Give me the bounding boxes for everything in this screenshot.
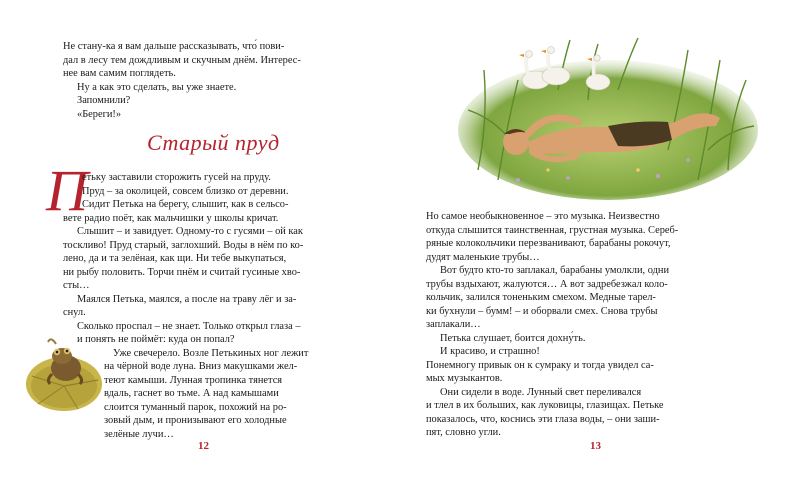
text-line: сты… <box>63 280 90 291</box>
text-line: Слышит – и завидует. Одному-то с гусями – ой как <box>77 226 303 237</box>
text-line: ни рыбу половить. Торчи пнём и считай гусиные хво- <box>63 266 301 278</box>
text-line: И красиво, и страшно! <box>440 346 540 357</box>
text-line: Понемногу привык он к сумраку и тогда увидел са- <box>426 359 654 371</box>
text-line: мых музыкантов. <box>426 373 503 384</box>
page-number-right: 13 <box>590 440 601 452</box>
story-title: Старый пруд <box>147 130 280 155</box>
text-line: вдаль, гаснет во тьме. А над камышами <box>104 388 279 399</box>
text-line: Пруд – за околицей, совсем близко от деревни. <box>82 185 289 197</box>
text-line: вете радио поёт, как мальчишки у школы кричат. <box>63 212 279 224</box>
text-line: ки бухнули – бумм! – и оборвали смех. Снова трубы <box>426 305 658 317</box>
text-line: етьку заставили сторожить гусей на пруду. <box>82 172 271 183</box>
text-line: тоскливо! Пруд старый, заглохший. Воды в нём по ко- <box>63 239 304 251</box>
text-line: откуда слышится таинственная, грустная музыка. Сереб- <box>426 224 679 236</box>
text-line: зелёные лучи… <box>104 428 174 440</box>
right-page <box>400 0 800 482</box>
text-line: и тлел в их больших, как луковицы, глазищах. Петьке <box>426 400 664 411</box>
text-line: теют камыши. Лунная тропинка тянется <box>104 374 283 386</box>
text-line: ряные колокольчики перезванивают, барабаны рокочут, <box>426 238 671 249</box>
text-line: заплакали… <box>426 319 481 330</box>
text-line: Уже свечерело. Возле Петькиных ног лежит <box>113 347 309 359</box>
drop-cap: П <box>46 158 88 223</box>
text-line: Но самое необыкновенное – это музыка. Неизвестно <box>426 211 660 222</box>
text-line: Сколько проспал – не знает. Только открыл глаза – <box>77 320 301 332</box>
text-line: показалось, что, коснись эти глаза воды, – они заши- <box>426 413 660 425</box>
text-line: Маялся Петька, маялся, а после на траву лёг и за- <box>77 293 297 305</box>
text-line: дудят маленькие трубы… <box>426 251 540 263</box>
text-line: Вот будто кто-то заплакал, барабаны умолкли, одни <box>440 265 670 276</box>
intro-line: дал в лесу тем дождливым и скучным днём. Интерес- <box>63 54 301 66</box>
text-line: Петька слушает, боится дохну́ть. <box>440 332 586 344</box>
text-line: лено, да и та зелёная, как щи. Ни тебе выкупаться, <box>63 253 287 264</box>
boy-sleeping-in-grass-illustration <box>458 30 758 200</box>
dialog-line: «Береги!» <box>77 108 122 120</box>
text-line: слоится туманный парок, похожий на ро- <box>104 401 287 413</box>
frog-on-lily-pad-illustration <box>18 336 104 414</box>
text-line: Сидит Петька на берегу, слышит, как в сельсо- <box>82 199 289 210</box>
text-line: трубы вздыхают, жалуются… А вот задребезжал коло- <box>426 278 668 290</box>
text-line: Они сидели в воде. Лунный свет переливался <box>440 386 642 398</box>
text-line: зовый дым, и пронизывают его холодные <box>104 415 287 426</box>
text-line: снул. <box>63 307 86 318</box>
dialog-line: Ну а как это сделать, вы уже знаете. <box>77 81 237 93</box>
text-line: и понять не поймёт: куда он попал? <box>77 334 235 345</box>
page-number-left: 12 <box>198 440 209 452</box>
intro-line: Не стану-ка я вам дальше рассказывать, что́ пови- <box>63 41 285 52</box>
text-line: пят, словно угли. <box>426 427 501 438</box>
intro-line: нее вам самим поглядеть. <box>63 68 176 79</box>
text-line: кольчик, залился тоненьким смехом. Медные тарел- <box>426 292 656 303</box>
dialog-line: Запомнили? <box>77 95 131 106</box>
text-line: на чёрной воде луна. Вниз макушками жел- <box>104 361 298 372</box>
